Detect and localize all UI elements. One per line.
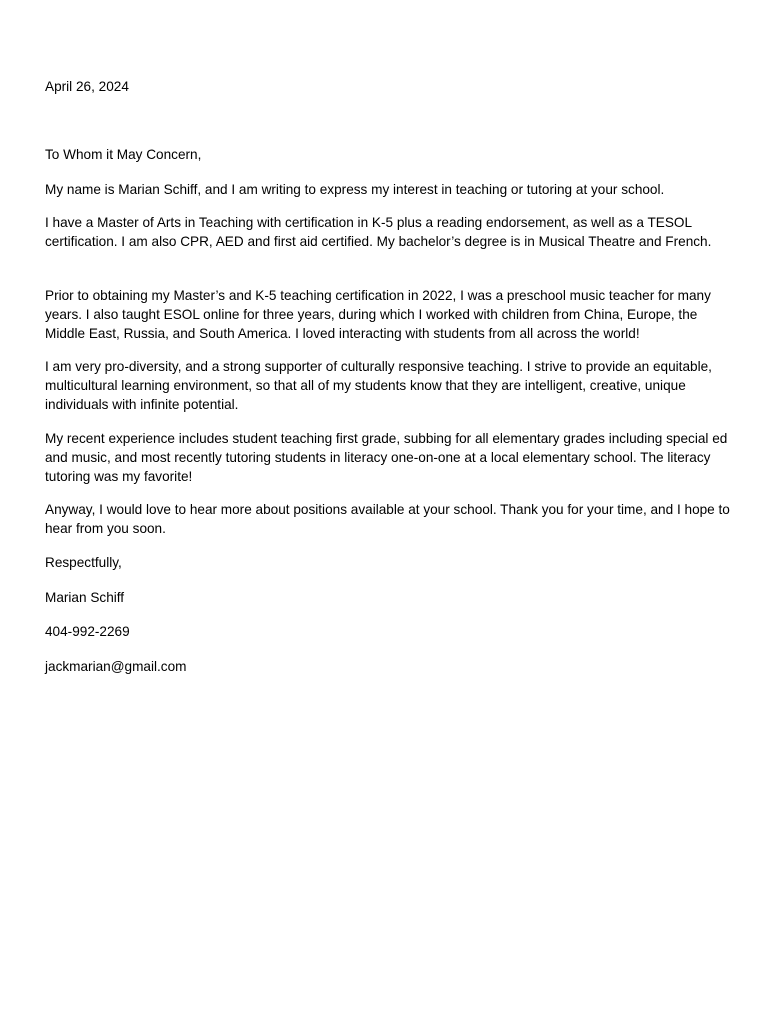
paragraph-diversity: I am very pro-diversity, and a strong supporter of culturally responsive teaching. I strive to provide an equitable, multicultural learning environment, so that all of my students know that they are intelligent, creative, unique individuals with infinite potential. bbox=[45, 359, 712, 412]
letter-closing: Respectfully, bbox=[45, 555, 122, 570]
letter-date: April 26, 2024 bbox=[45, 79, 129, 94]
paragraph-introduction: My name is Marian Schiff, and I am writing to express my interest in teaching or tutoring at your school. bbox=[45, 182, 665, 197]
signature-name: Marian Schiff bbox=[45, 590, 125, 605]
paragraph-recent-experience: My recent experience includes student teaching first grade, subbing for all elementary grades including special ed and music, and most recently tutoring students in literacy one-on-one at a local elementary school. The literacy tutoring was my favorite! bbox=[45, 431, 728, 484]
paragraph-qualifications: I have a Master of Arts in Teaching with certification in K-5 plus a reading endorsement, as well as a TESOL certification. I am also CPR, AED and first aid certified. My bachelor’s degree is in Musical Theatre and French. bbox=[45, 215, 712, 249]
paragraph-conclusion: Anyway, I would love to hear more about positions available at your school. Thank you for your time, and I hope to hear from you soon. bbox=[45, 502, 730, 536]
paragraph-prior-experience: Prior to obtaining my Master’s and K-5 teaching certification in 2022, I was a preschool music teacher for many years. I also taught ESOL online for three years, during which I worked with children from China, Europe, the Middle East, Russia, and South America. I loved interacting with students from all across the world! bbox=[45, 288, 711, 341]
signature-phone: 404-992-2269 bbox=[45, 624, 130, 639]
signature-email: jackmarian@gmail.com bbox=[45, 659, 187, 674]
letter-salutation: To Whom it May Concern, bbox=[45, 147, 202, 162]
